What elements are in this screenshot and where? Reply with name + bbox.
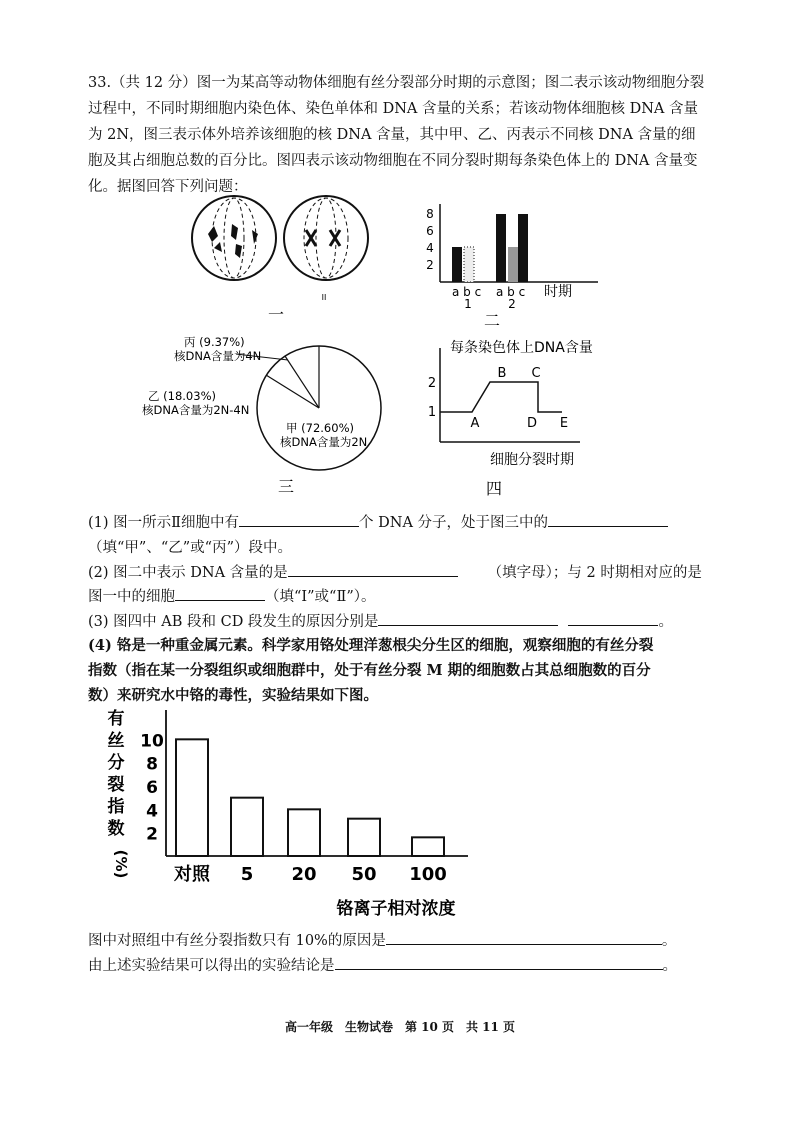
- q4-text-3: 数）来研究水中铬的毒性，实验结果如下图。: [88, 687, 378, 704]
- fig2-bar-2a: [496, 214, 506, 282]
- chart-x-tick: 5: [240, 864, 254, 885]
- question-intro: [88, 70, 710, 200]
- fig2-ytick-6: 6: [426, 224, 434, 238]
- q6-text-a: 由上述实验结果可以得出的实验结论是: [88, 958, 335, 974]
- fig4-point-d: D: [526, 416, 538, 431]
- q2-blank-1[interactable]: [288, 560, 458, 577]
- q4-text-2: 指数（指在某一分裂组织或细胞群中，处于有丝分裂 M 期的细胞数占其总细胞数的百分: [88, 662, 651, 679]
- fig2-bar-2c: [518, 214, 528, 282]
- chart-y-label-char: 裂: [107, 775, 125, 795]
- fig1-label: 一: [267, 305, 285, 322]
- chart-x-ticks: [174, 863, 447, 885]
- chart-y-label-char: 指: [107, 797, 125, 817]
- chart-y-label: [108, 708, 131, 878]
- fig4-label: 四: [485, 479, 503, 498]
- fig2-ytick-2: 2: [426, 258, 434, 272]
- q5-blank[interactable]: [386, 928, 662, 945]
- q5-text-a: 图中对照组中有丝分裂指数只有 10%的原因是: [88, 933, 386, 949]
- chart-y-label-char: 丝: [107, 731, 125, 751]
- q4-line-3: [88, 684, 378, 705]
- q6-line: [88, 953, 677, 975]
- q2-text-c: 图一中的细胞: [88, 589, 175, 605]
- fig4-y-title: 每条染色体上DNA含量: [450, 340, 593, 356]
- q2-text-a: (2) 图二中表示 DNA 含量的是: [88, 565, 288, 581]
- q2-line: [88, 560, 702, 582]
- chart-bar-5: [412, 837, 444, 856]
- chart-bar-4: [348, 819, 380, 856]
- fig2-ytick-4: 4: [426, 241, 434, 255]
- fig4-point-e: E: [559, 416, 569, 431]
- chart-x-tick: 100: [409, 864, 447, 885]
- q1-line: [88, 510, 668, 532]
- q1-text-a: (1) 图一所示Ⅱ细胞中有: [88, 515, 240, 531]
- chart-y-tick: 10: [140, 731, 164, 752]
- fig2-x-title: 时期: [544, 284, 572, 300]
- fig3-jia-desc: 核DNA含量为2N: [280, 435, 368, 449]
- chart-y-label-char: 有: [107, 709, 125, 729]
- q2-text-b: （填字母）；与 2 时期相对应的是: [487, 565, 702, 581]
- q5-line: [88, 928, 676, 950]
- chart-bars: [176, 739, 444, 856]
- chart-x-tick: 50: [351, 864, 377, 885]
- chart-y-label-unit: (%): [112, 849, 130, 879]
- q3-blank-2[interactable]: [568, 609, 658, 626]
- cell-II: [284, 196, 368, 280]
- fig3-yi-desc: 核DNA含量为2N-4N: [142, 403, 250, 417]
- page-footer: 高一年级 生物试卷 第 10 页 共 11 页: [284, 1020, 516, 1034]
- fig1-cell2-mark: II: [321, 293, 327, 302]
- fig2-bar-2b: [508, 247, 518, 282]
- figure-4-line: [420, 336, 640, 500]
- chart-y-label-char: 数: [107, 819, 125, 839]
- cell-I: [192, 196, 276, 280]
- fig2-x-letters-2: a b c: [496, 285, 526, 299]
- chart-y-label-char: 分: [107, 753, 125, 773]
- fig2-label: 二: [483, 311, 501, 330]
- chart-x-tick: 对照: [174, 864, 210, 885]
- fig2-bar-1a: [452, 247, 462, 282]
- chart-y-tick: 2: [146, 824, 158, 845]
- chart-y-tick: 4: [146, 801, 158, 822]
- q5-end: 。: [661, 933, 677, 949]
- figure-2-bars: [418, 196, 618, 330]
- q1-text-c: （填“甲”、“乙”或“丙”）段中。: [88, 540, 292, 556]
- fig4-ytick-1: 1: [427, 405, 437, 420]
- q2-line-2: [88, 584, 375, 606]
- fig4-point-b: B: [497, 366, 507, 381]
- chart-y-tick: 6: [146, 778, 158, 798]
- fig3-label: 三: [277, 477, 295, 496]
- q4-line-2: [88, 659, 651, 680]
- fig3-yi-pct: 乙 (18.03%): [148, 389, 216, 403]
- q3-text-a: (3) 图四中 AB 段和 CD 段发生的原因分别是: [88, 614, 379, 630]
- q3-line: [88, 609, 673, 631]
- fig3-bing-desc: 核DNA含量为4N: [174, 349, 262, 363]
- question-intro-text: 图一为某高等动物体细胞有丝分裂部分时期的示意图；图二表示该动物细胞分裂过程中，不同时期细胞内染色体、染色单体和 DNA 含量的关系；若该动物体细胞核 DNA 含量为 2N，图三表示体外培养该细胞的核 DNA 含量，其中甲、乙、丙表示不同核 DNA 含量的细胞及其占细胞总数的百分比。图四表示该动物细胞在不同分裂时期每条染色体上的 DNA 含量变化。据图回答下列问题：: [88, 75, 705, 195]
- chart-x-title: 铬离子相对浓度: [336, 899, 456, 919]
- fig2-group-2: 2: [508, 297, 516, 311]
- figure-1-cells: [180, 192, 380, 322]
- chart-x-tick: 20: [291, 864, 317, 885]
- fig4-point-c: C: [531, 366, 541, 381]
- fig3-bing-pct: 丙 (9.37%): [184, 335, 245, 349]
- q1-blank-2[interactable]: [548, 510, 668, 527]
- fig2-bar-1c: [464, 247, 474, 282]
- chart-bar-3: [288, 809, 320, 856]
- chart-y-ticks: [140, 731, 164, 844]
- q1-text-b: 个 DNA 分子，处于图三中的: [359, 515, 549, 531]
- chart-bar-1: [176, 739, 208, 856]
- q2-blank-2[interactable]: [175, 584, 265, 601]
- fig3-jia-pct: 甲 (72.60%): [286, 421, 354, 435]
- fig4-x-title: 细胞分裂时期: [490, 452, 574, 468]
- fig2-ytick-8: 8: [426, 207, 434, 221]
- question-header: 33.（共 12 分）: [88, 75, 197, 91]
- fig2-group-1: 1: [464, 297, 472, 311]
- chart-y-tick: 8: [146, 754, 158, 775]
- q2-text-d: （填“Ⅰ”或“Ⅱ”）。: [265, 589, 376, 605]
- q4-line-1: [88, 634, 653, 655]
- q3-end: 。: [658, 614, 673, 630]
- fig4-ytick-2: 2: [427, 376, 437, 391]
- q6-blank[interactable]: [335, 953, 663, 970]
- fig4-point-a: A: [470, 416, 480, 431]
- chromium-bar-chart: [96, 704, 496, 924]
- q1-blank-1[interactable]: [239, 510, 359, 527]
- fig4-dna-curve: [440, 382, 562, 412]
- fig2-x-letters-1: a b c: [452, 285, 482, 299]
- q3-blank-1[interactable]: [378, 609, 558, 626]
- figure-3-pie: [140, 328, 400, 500]
- q6-end: 。: [662, 958, 677, 974]
- q4-text-1: (4) 铬是一种重金属元素。科学家用铬处理洋葱根尖分生区的细胞，观察细胞的有丝分裂: [88, 637, 654, 654]
- chart-bar-2: [231, 798, 263, 856]
- q1-line-2: [88, 536, 292, 557]
